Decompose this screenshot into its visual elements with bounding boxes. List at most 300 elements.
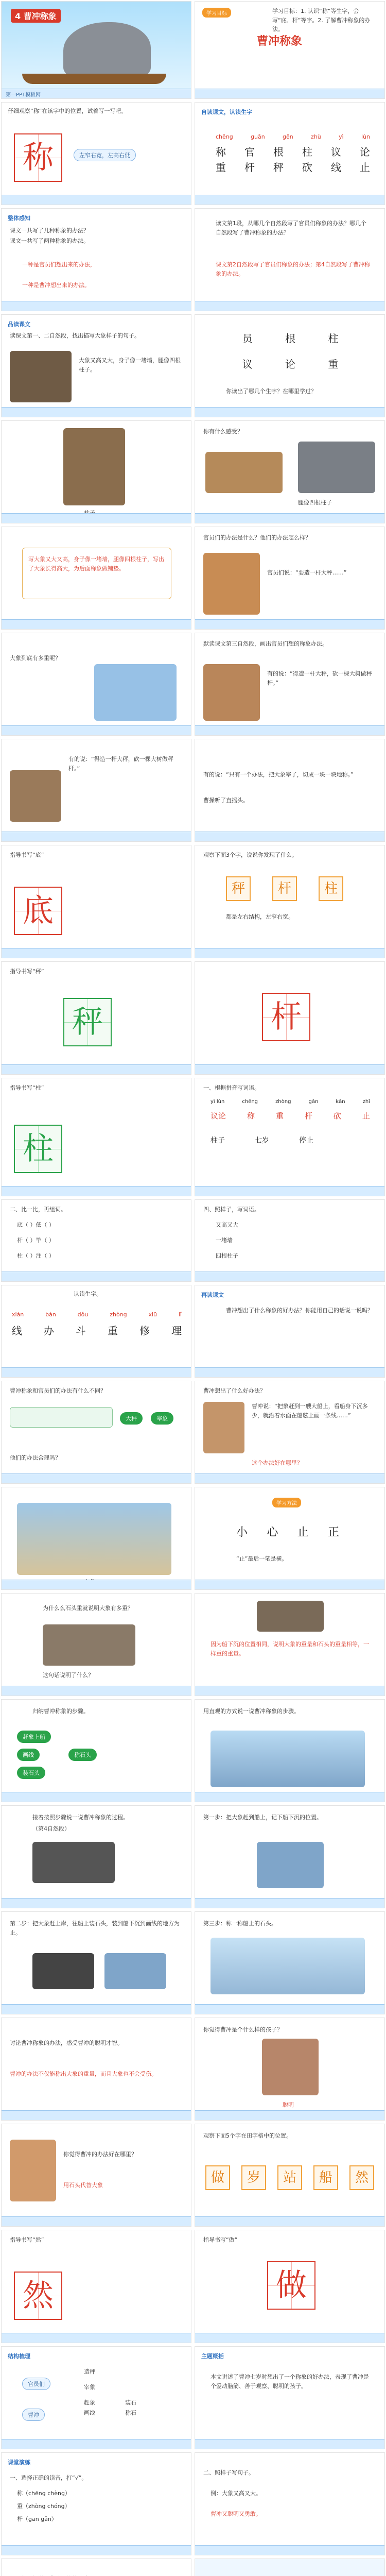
discuss-note: 曹冲的办法不仅能称出大象的重量，而且大象也不会受伤。 [10, 2071, 157, 2077]
pw-answer-0: 议论 [210, 1111, 226, 1121]
char-zuo: 做 [267, 2261, 315, 2310]
slide-cut [195, 739, 385, 842]
pinyin-2: gēn [283, 133, 293, 140]
cw-pair-2: 柱（ ）注（ ） [17, 1252, 55, 1259]
practice-section: 课堂演练 [8, 2459, 30, 2466]
slide-visual-steps [195, 1699, 385, 1802]
grid-char-5: 重 [328, 358, 339, 370]
slide-write-zhu [1, 1078, 191, 1196]
stone-note: 因为船下沉的位置相同，说明大象的重量和石头的重量相等，一样重的重量。 [210, 1641, 369, 1657]
footer-bar [2, 2545, 191, 2555]
pw-pinyin-2: zhòng [275, 1099, 291, 1105]
slide-why-good [1, 2124, 191, 2227]
word-4: 线 [331, 161, 341, 174]
pinyin-1: guān [251, 133, 265, 140]
leaf-3: 画线 [84, 2410, 95, 2416]
footer-bar [195, 2333, 384, 2343]
three-heading: 观察下面3个字，说说你发现了什么。 [203, 852, 297, 858]
mc-2: 止 [297, 1526, 309, 1539]
footer-bar [195, 195, 384, 205]
leaf-2: 赶象 [84, 2399, 95, 2406]
kind-question: 你觉得曹冲是个什么样的孩子？ [203, 2026, 283, 2033]
zhu-heading: 指导书写“柱” [10, 1084, 44, 1091]
visual-question: 用直观的方式说一说曹冲称象的步骤。 [203, 1708, 300, 1715]
slide-more-stories [1, 2558, 191, 2576]
slide-pillar [1, 420, 191, 523]
slide-how-heavy [1, 633, 191, 736]
slide-goal [195, 1, 385, 99]
step-pill-0: 赶象上船 [17, 1731, 51, 1743]
slide-good-method [195, 1381, 385, 1484]
sentence-sample: 例：大象又高又大。 [210, 2490, 261, 2497]
reread-section: 再读课文 [201, 1292, 224, 1298]
kid-illustration [10, 2140, 56, 2201]
goal-text: 学习目标：1. 认识“称”等生字，会写“底、杆”等字。2. 了解曹冲称象的办法。 [272, 8, 371, 33]
pw-answer-2: 重 [275, 1111, 284, 1121]
boat-illustration [22, 74, 166, 84]
footer-bar [2, 2004, 191, 2014]
overview-section: 整体感知 [8, 215, 30, 222]
word-2: 秤 [273, 161, 284, 174]
footer-bar [2, 1792, 191, 1802]
good-q2: 这个办法好在哪里？ [252, 1460, 303, 1466]
footer-bar [195, 89, 384, 98]
practice-option-0: 称（chēng chèng） [17, 2490, 71, 2497]
stone-explain: 这句话说明了什么？ [43, 1672, 94, 1679]
elephant-photo [10, 351, 72, 402]
good-illustration [203, 1402, 244, 1453]
char-ran: 然 [14, 2272, 62, 2320]
step-pill-3: 称石头 [68, 1749, 97, 1761]
pw-words [210, 1135, 313, 1145]
slide-read-chars [1, 1285, 191, 1378]
read-section: 自读课文，认读生字 [201, 109, 252, 115]
footer-bar [195, 2216, 384, 2226]
pw-prompt: 一、根据拼音写词语。 [203, 1084, 260, 1091]
five-tile-4: 然 [349, 2165, 374, 2190]
footer-bar [195, 2004, 384, 2014]
practice-question: 一、选择正确的读音，打“√”。 [10, 2475, 87, 2481]
char-di: 底 [14, 887, 62, 935]
footer-bar [195, 301, 384, 311]
pw-answer-1: 称 [247, 1111, 255, 1121]
goal-title: 曹冲称象 [257, 35, 303, 48]
practice-option-1: 重（zhòng chóng） [17, 2503, 71, 2510]
slide-write-zuo [195, 2230, 385, 2343]
pw-answers [210, 1110, 370, 1121]
method-tag: 学习方法 [272, 1498, 301, 1507]
footer-bar [2, 195, 191, 205]
para-question: 读文第1段，从哪几个自然段写了官员们称象的办法？哪几个自然段写了曹冲称象的办法？ [216, 220, 366, 236]
slide-pinyin-words [195, 1078, 385, 1196]
method-1: 有的说：“得造一杆大秤，砍一棵大树做秤杆。” [267, 670, 372, 686]
look-sentence: 大象又高又大，身子像一堵墙，腿像四根柱子。 [79, 357, 181, 373]
slide-char-cheng [1, 102, 191, 205]
pw-word-0: 柱子 [210, 1137, 225, 1145]
pw-pinyin-1: chēng [242, 1099, 258, 1105]
differ-tag2: 宰象 [151, 1412, 173, 1425]
step2-text: 第二步：把大象赶上岸，往船上装石头，装到船下沉到画线的地方为止。 [10, 1920, 180, 1936]
footer-bar [2, 513, 191, 523]
footer-bar [2, 1580, 191, 1589]
footer-bar [195, 2110, 384, 2120]
slide-elephant-look [1, 314, 191, 417]
look-section: 品读课文 [8, 321, 30, 328]
slide-sentences [195, 2452, 385, 2555]
footer-bar [2, 948, 191, 958]
footer-bar [195, 2545, 384, 2555]
grid-question: 你读出了哪几个生字？在哪里学过？ [226, 388, 317, 395]
word-5: 止 [360, 161, 370, 174]
cheng-prompt: 仔细观察“称”在该字中的位置，试着写一写吧。 [8, 108, 127, 114]
grid-char-1: 根 [285, 332, 295, 345]
pw-word-1: 七岁 [255, 1137, 269, 1145]
slide-note-big [1, 527, 191, 630]
theme-section: 主题概括 [201, 2353, 224, 2360]
grid-char-2: 柱 [328, 332, 339, 345]
visual-boat [210, 1731, 365, 1787]
footer-bar [195, 1473, 384, 1483]
char-zhu: 柱 [14, 1125, 62, 1173]
pw-pinyin-0: yì lùn [210, 1099, 225, 1105]
pinyin-3: zhù [311, 133, 321, 140]
rc-title: 认读生字。 [74, 1291, 102, 1297]
leaf-4: 装石 [125, 2399, 136, 2406]
elephant-photo-2 [298, 442, 375, 493]
rc-char-5: 理 [171, 1325, 182, 1337]
officials-illustration [203, 553, 260, 615]
five-heading: 观察下面5个字在田字格中的位置。 [203, 2132, 292, 2139]
imitate-item-2: 四根柱子 [216, 1252, 238, 1259]
slide-chars-grid [195, 314, 385, 417]
rc-char-4: 修 [139, 1325, 150, 1337]
rc-pinyin-3: zhòng [110, 1311, 127, 1318]
pw-pinyin-3: gǎn [308, 1099, 319, 1105]
footer-bar [195, 1686, 384, 1696]
footer-bar [195, 1898, 384, 1908]
officials-line: 官员们说：“要造一杆大秤……” [267, 569, 347, 576]
imitate-item-0: 又高又大 [216, 1222, 238, 1228]
step1-illustration [257, 1842, 324, 1888]
feel-caption: 腿像四根柱子 [298, 499, 332, 506]
sentence-question: 二、照样子写句子。 [203, 2469, 254, 2476]
imitate-prompt: 四、照样子，写词语。 [203, 1206, 260, 1213]
slide-method-tag [195, 1487, 385, 1590]
cw-pair-1: 杆（ ）竿（ ） [17, 1237, 55, 1244]
branch-0: 官员们 [22, 2378, 50, 2390]
differ-q1: 曹冲称象和官员们的办法有什么不同？ [10, 1387, 106, 1394]
five-tile-1: 岁 [241, 2165, 266, 2190]
slide-stone-question [1, 1593, 191, 1696]
pw-pinyin-5: zhǐ [362, 1099, 370, 1105]
slide-process [1, 1805, 191, 1908]
leaf-5: 称石 [125, 2410, 136, 2416]
grid-char-0: 员 [242, 332, 253, 345]
slide-methods [195, 633, 385, 736]
slide-overview [1, 208, 191, 311]
five-tile-3: 船 [313, 2165, 338, 2190]
slide-step1 [195, 1805, 385, 1908]
footer-bar [2, 2439, 191, 2449]
cut-line2: 曹操听了直摇头。 [203, 797, 249, 804]
rc-chars [12, 1323, 182, 1337]
elephant-illustration [63, 22, 151, 79]
slide-stone-answer [195, 1593, 385, 1696]
heavy-heading: 大象到底有多重呢？ [10, 655, 61, 662]
slide-structure [1, 2346, 191, 2449]
footer-bar [195, 1186, 384, 1196]
goal-tag: 学习目标 [202, 8, 231, 18]
chars-row1 [226, 330, 355, 345]
grid-char-4: 论 [285, 358, 295, 370]
sentence-answer: 曹冲又聪明又勇敢。 [210, 2511, 261, 2517]
footer-bar [2, 89, 191, 98]
char-3: 柱 [302, 146, 312, 158]
method-note: “止”最后一笔是横。 [236, 1555, 288, 1562]
footer-bar [195, 1272, 384, 1281]
theme-text: 本文讲述了曹冲七岁时想出了一个称象的好办法，表现了曹冲是个爱动脑筋、善于观察、聪明的孩子。 [210, 2374, 369, 2389]
footer-bar [2, 1686, 191, 1696]
rc-char-3: 重 [108, 1325, 118, 1337]
slide-end [195, 2558, 385, 2576]
slide-read [195, 102, 385, 205]
char-cheng: 称 [14, 133, 62, 182]
differ-box [10, 1407, 113, 1428]
look-prompt: 读课文第一、二自然段，找出描写大象样子的句子。 [10, 332, 140, 339]
overview-question: 课文一共写了几种称象的办法？ [10, 227, 89, 234]
step-pill-2: 装石头 [17, 1767, 45, 1779]
rc-pinyin-4: xiū [148, 1311, 157, 1318]
pw-word-2: 停止 [299, 1137, 313, 1145]
para-answer: 课文第2自然段写了官员们称象的办法；第4自然段写了曹冲称象的办法。 [216, 261, 370, 277]
stone-question: 为什么么石头重就说明大象有多重？ [43, 1605, 133, 1612]
differ-tag1: 大秤 [120, 1412, 143, 1425]
discuss-question: 讨论曹冲称象的办法，感受曹冲的聪明才智。 [10, 2040, 123, 2046]
slide-five-chars [195, 2124, 385, 2227]
mc-0: 小 [236, 1526, 248, 1539]
rc-pinyin [12, 1311, 182, 1318]
five-tile-2: 站 [277, 2165, 302, 2190]
footer-bar [2, 1473, 191, 1483]
reread-question: 曹冲想出了什么称象的好办法？你能用自己的话说一说吗？ [226, 1307, 373, 1314]
ran-heading: 指导书写“然” [10, 2236, 44, 2243]
cw-pair-0: 底（ ）低（ ） [17, 1222, 55, 1228]
footer-bar [2, 1367, 191, 1377]
lesson-title: 曹冲称象 [23, 11, 57, 21]
pw-pinyin-4: kǎn [336, 1099, 345, 1105]
footer-bar [195, 1580, 384, 1589]
cw-prompt: 二、比一比，再组词。 [10, 1206, 66, 1213]
lesson-badge [11, 9, 61, 23]
di-heading: 指导书写“底” [10, 852, 44, 858]
leaf-0: 造秤 [84, 2368, 95, 2375]
char-row [216, 144, 370, 159]
kind-answer: 聪明 [283, 2102, 294, 2108]
rc-char-2: 斗 [76, 1325, 86, 1337]
elephant-land [17, 1503, 171, 1575]
scale-note: 有的说：“得造一杆大秤，砍一棵大树做秤杆。” [68, 756, 173, 772]
step2-boat [104, 1953, 166, 1989]
officials-question: 官员们的办法是什么？他们的办法怎么样？ [203, 534, 311, 541]
cut-line1: 有的说：“只有一个办法，把大象宰了，切成一块一块地称。” [203, 771, 354, 778]
why-note: 用石头代替大象 [63, 2182, 103, 2189]
slide-discuss [1, 2018, 191, 2121]
overview-line1: 一种是官员们想出来的办法， [22, 261, 96, 268]
good-question: 曹冲想出了什么好办法？ [203, 1387, 266, 1394]
tile-cheng: 秤 [226, 876, 251, 901]
heavy-illustration [94, 664, 177, 721]
rc-char-1: 办 [44, 1325, 54, 1337]
branch-1: 曹冲 [22, 2409, 45, 2421]
rc-char-0: 线 [12, 1325, 22, 1337]
slide-scale-note [1, 739, 191, 842]
mc-3: 正 [327, 1526, 339, 1539]
stones-pile [32, 1842, 115, 1883]
slide-officials [195, 527, 385, 630]
step-pill-1: 画线 [17, 1749, 40, 1761]
footer-bar [195, 832, 384, 841]
char-5: 论 [360, 146, 370, 158]
zuo-heading: 指导书写“做” [203, 2236, 238, 2243]
footer-bar [195, 619, 384, 629]
mc-1: 心 [267, 1526, 278, 1539]
pw-pinyin [210, 1099, 370, 1105]
footer-bar [195, 725, 384, 735]
good-sentence: 曹冲说：“把象赶到一艘大船上，看船身下沉多少，就沿着水面在船舷上画一条线……” [252, 1403, 368, 1419]
overview-answer: 课文一共写了两种称象的办法。 [10, 238, 89, 244]
grid-char-3: 议 [242, 358, 253, 370]
method-chars [236, 1523, 339, 1539]
footer-bar [2, 1272, 191, 1281]
slide-practice [1, 2452, 191, 2555]
slide-compare-words [1, 1199, 191, 1282]
slide-step3 [195, 1911, 385, 2014]
footer-bar [2, 2110, 191, 2120]
footer-bar [2, 1186, 191, 1196]
cheng-note: 左窄右宽，左高右低 [74, 149, 136, 161]
lesson-number: 4 [15, 11, 21, 21]
footer-bar [195, 407, 384, 417]
rc-pinyin-2: dǒu [77, 1311, 89, 1318]
step3-illustration [210, 1938, 365, 1994]
practice-option-2: 杆（gān gǎn） [17, 2516, 57, 2522]
char-1: 官 [244, 146, 255, 158]
footer-bar [2, 301, 191, 311]
slide-steps [1, 1699, 191, 1802]
tile-gan: 杆 [272, 876, 297, 901]
rc-pinyin-5: lǐ [178, 1311, 182, 1318]
char-4: 议 [331, 146, 341, 158]
stone-boat [43, 1624, 135, 1666]
pillar-photo [63, 428, 125, 505]
feel-title: 你有什么感受？ [203, 428, 243, 435]
footer-bar [2, 619, 191, 629]
process-question: 接着按照步骤说一说曹冲称象的过程。 [32, 1814, 129, 1821]
footer-bar [195, 1367, 384, 1377]
word-0: 重 [216, 161, 226, 174]
pw-answer-5: 止 [362, 1111, 370, 1121]
slide-differ [1, 1381, 191, 1484]
slide-reread [195, 1285, 385, 1378]
footer-bar [195, 1064, 384, 1074]
slide-write-gan [195, 961, 385, 1075]
slide-theme [195, 2346, 385, 2449]
slide-paragraphs [195, 208, 385, 311]
slide-write-di [1, 845, 191, 958]
slide-what-kind [195, 2018, 385, 2121]
footer-text: 第一PPT模板网 [6, 92, 41, 98]
footer-bar [2, 1064, 191, 1074]
stone-boat-2 [257, 1601, 324, 1632]
step3-text: 第三步：称一称船上的石头。 [203, 1920, 277, 1927]
slide-compare-three [195, 845, 385, 958]
char-gan: 杆 [262, 993, 310, 1041]
pinyin-row [216, 133, 370, 140]
slide-elephant-land [1, 1487, 191, 1590]
footer-bar [2, 407, 191, 417]
pw-answer-4: 砍 [333, 1111, 341, 1121]
three-note: 都是左右结构，左窄右宽。 [226, 913, 294, 920]
methods-illustration [203, 664, 260, 721]
overview-line2: 一种是曹冲想出来的办法。 [22, 282, 90, 289]
word-row [216, 159, 370, 174]
chars-row2 [226, 356, 355, 371]
rc-pinyin-1: bàn [45, 1311, 56, 1318]
char-cheng2: 秤 [63, 998, 112, 1046]
footer-bar [195, 1792, 384, 1802]
footer-bar [195, 513, 384, 523]
methods-prompt: 默读课文第三自然段，画出官员们想的称象办法。 [203, 640, 328, 647]
imitate-item-1: 一堵墙 [216, 1237, 233, 1244]
slide-write-ran [1, 2230, 191, 2343]
process-hint: （第4自然段） [32, 1825, 70, 1832]
char-0: 称 [216, 146, 226, 158]
differ-q2: 他们的办法合理吗？ [10, 1454, 61, 1461]
footer-bar [195, 2439, 384, 2449]
tile-zhu: 柱 [319, 876, 343, 901]
word-1: 杆 [244, 161, 255, 174]
footer-bar [2, 725, 191, 735]
five-tile-0: 做 [205, 2165, 230, 2190]
wall-photo [205, 452, 283, 493]
pinyin-4: yì [339, 133, 344, 140]
pinyin-0: chēng [216, 133, 233, 140]
slide-write-cheng [1, 961, 191, 1075]
footer-bar [2, 832, 191, 841]
word-3: 砍 [302, 161, 312, 174]
slide-step2 [1, 1911, 191, 2014]
note-text: 写大象又大又高，身子像一堵墙，腿像四根柱子，写出了大象长得高大，为后面称象做铺垫。 [28, 556, 164, 572]
steps-question: 归纳曹冲称象的步骤。 [32, 1708, 89, 1715]
footer-bar [2, 2333, 191, 2343]
step2-stones [32, 1953, 94, 1989]
pw-answer-3: 杆 [304, 1111, 312, 1121]
footer-bar [195, 948, 384, 958]
why-prompt: 你觉得曹冲的办法好在哪里？ [63, 2151, 137, 2158]
cheng2-heading: 指导书写“秤” [10, 968, 44, 975]
leaf-1: 宰象 [84, 2384, 95, 2391]
kind-illustration [262, 2039, 319, 2095]
footer-bar [2, 1898, 191, 1908]
footer-bar [2, 2216, 191, 2226]
pinyin-5: lùn [361, 133, 370, 140]
title-slide [1, 1, 191, 99]
rc-pinyin-0: xiàn [12, 1311, 24, 1318]
slide-feel [195, 420, 385, 523]
scale-illustration [10, 770, 61, 822]
step1-text: 第一步：把大象赶到船上，记下船下沉的位置。 [203, 1814, 322, 1821]
slide-imitate [195, 1199, 385, 1282]
